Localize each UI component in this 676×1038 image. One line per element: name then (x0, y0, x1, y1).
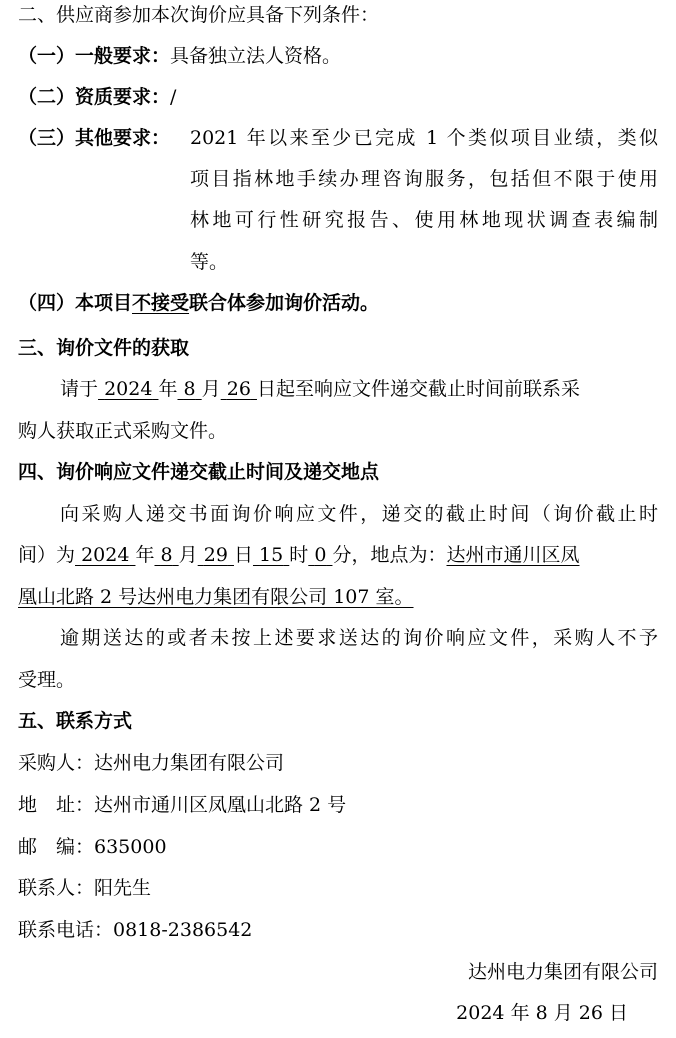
text: 年 (135, 544, 155, 566)
address-part2: 凰山北路 2 号达州电力集团有限公司 107 室。 (18, 586, 414, 608)
late-notice-2: 受理。 (18, 669, 76, 691)
signature-org: 达州电力集团有限公司 (467, 961, 658, 983)
req4-underlined: 不接受 (132, 292, 190, 314)
text: 时 (289, 544, 309, 566)
req3-line-3: 林地可行性研究报告、使用林地现状调查表编制 (190, 209, 658, 231)
contact-person: 联系人：阳先生 (18, 877, 152, 899)
req1-text: 具备独立法人资格。 (170, 45, 342, 67)
req4-prefix: （四）本项目 (18, 292, 133, 314)
req3-line-1: 2021 年以来至少已完成 1 个类似项目业绩，类似 (190, 127, 658, 149)
text: 月 (178, 544, 198, 566)
text: 2024 (104, 378, 153, 400)
contact-buyer: 采购人：达州电力集团有限公司 (18, 752, 285, 774)
text: 请于 (60, 378, 99, 400)
deadline-month (154, 544, 178, 566)
text: 29 (203, 544, 228, 566)
month-value (177, 378, 201, 400)
req4 (18, 290, 379, 316)
req2-text: / (170, 86, 177, 108)
req2-label: （二）资质要求： (18, 86, 171, 108)
deadline-hour (253, 544, 289, 566)
section5-heading: 五、联系方式 (18, 710, 133, 732)
text: 日 (233, 544, 253, 566)
section4-p1: 向采购人递交书面询价响应文件，递交的截止时间（询价截止时 (60, 503, 658, 525)
section4-p2 (18, 542, 580, 568)
day-value (221, 378, 257, 400)
text: 8 (160, 544, 173, 566)
text: 15 (259, 544, 284, 566)
signature-date: 2024 年 8 月 26 日 (456, 1002, 628, 1024)
contact-postcode: 邮 编：635000 (18, 836, 167, 858)
section3-p1 (60, 376, 658, 402)
text: 2024 (81, 544, 130, 566)
req3-line-2: 项目指林地手续办理咨询服务，包括但不限于使用 (190, 168, 658, 190)
section3-heading: 三、询价文件的获取 (18, 337, 190, 359)
text: 8 (183, 378, 196, 400)
req3-label: （三）其他要求： (18, 127, 171, 149)
text: 日起至响应文件递交截止时间前联系采 (256, 378, 580, 400)
text: 26 (226, 378, 251, 400)
text: 分，地点为： (332, 544, 447, 566)
req1-label: （一）一般要求： (18, 45, 171, 67)
section2-heading: 二、供应商参加本次询价应具备下列条件： (18, 4, 380, 26)
deadline-minute (308, 544, 332, 566)
section3-p2: 购人获取正式采购文件。 (18, 420, 228, 442)
deadline-year (75, 544, 135, 566)
deadline-day (198, 544, 234, 566)
text: 间）为 (18, 544, 76, 566)
req3-line-4: 等。 (190, 251, 229, 273)
section4-heading: 四、询价响应文件递交截止时间及递交地点 (18, 461, 380, 483)
text: 0 (314, 544, 327, 566)
contact-phone: 联系电话：0818-2386542 (18, 919, 253, 941)
contact-address: 地 址：达州市通川区凤凰山北路 2 号 (18, 794, 347, 816)
address-part1: 达州市通川区凤 (446, 544, 580, 566)
year-value (98, 378, 158, 400)
req4-suffix: 联合体参加询价活动。 (189, 292, 380, 314)
req1 (18, 43, 341, 69)
req2 (18, 84, 176, 110)
late-notice-1: 逾期送达的或者未按上述要求送达的询价响应文件，采购人不予 (60, 627, 658, 649)
text: 年 (158, 378, 178, 400)
text: 月 (201, 378, 221, 400)
